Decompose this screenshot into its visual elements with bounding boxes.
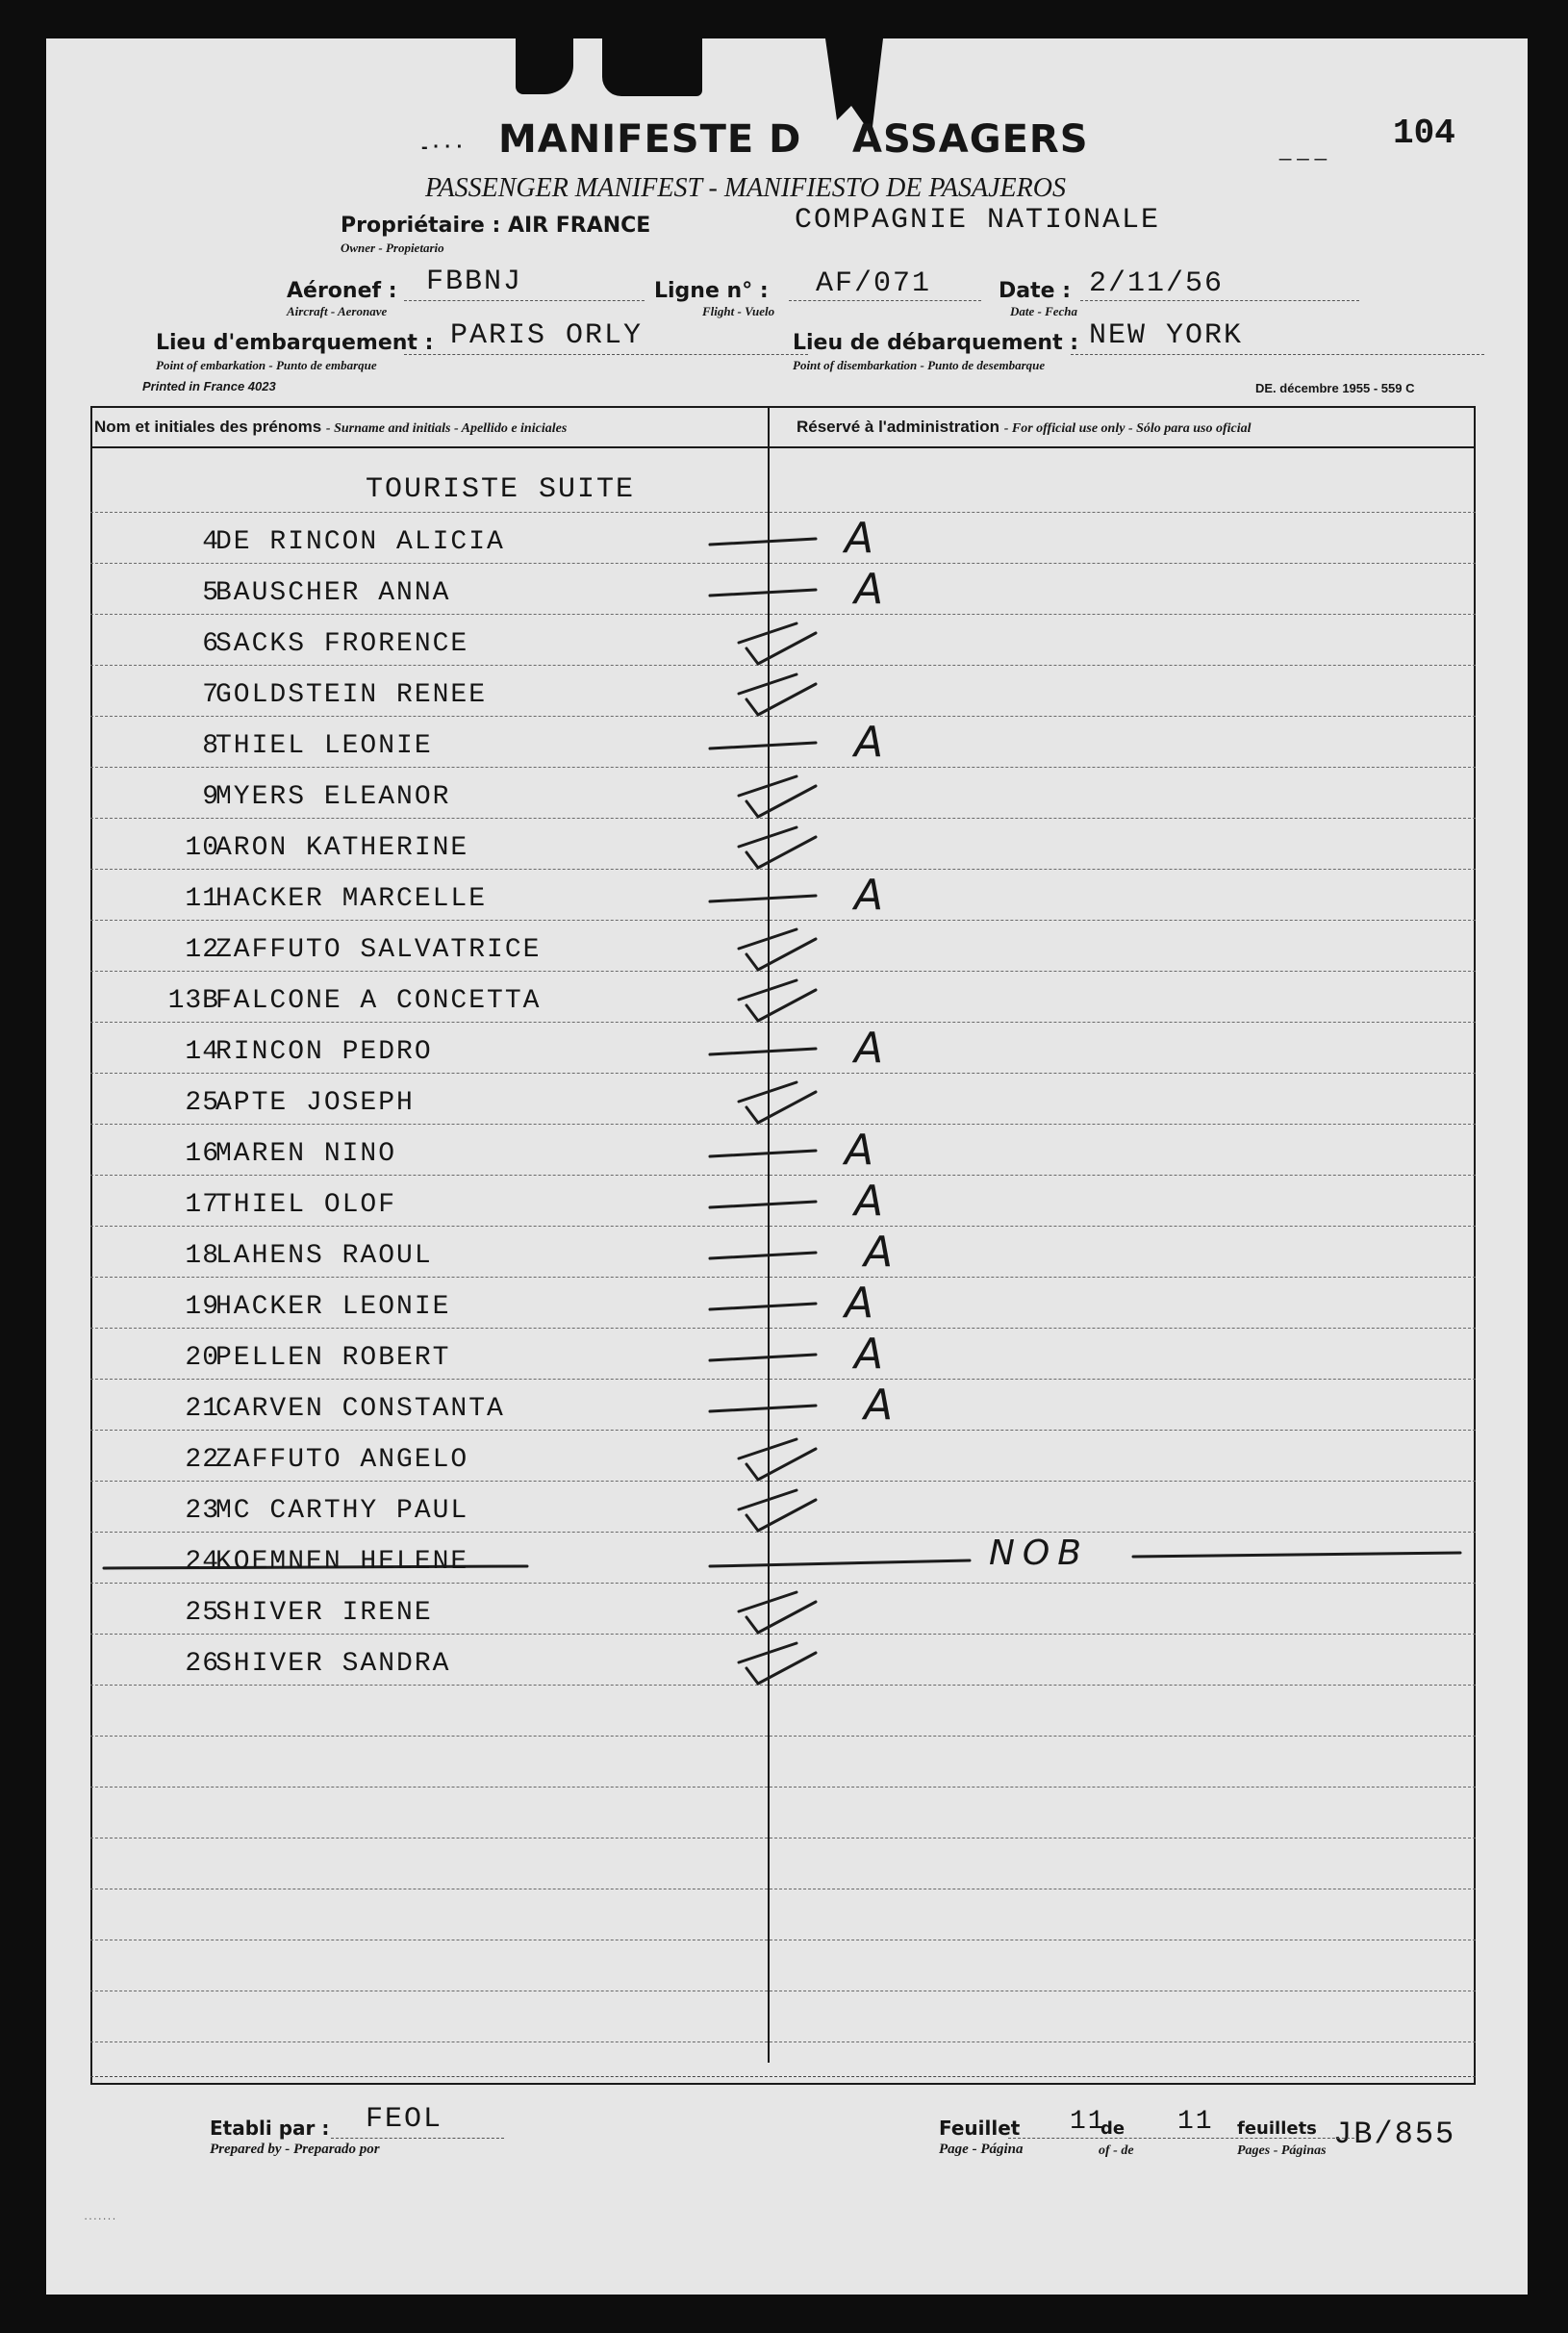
admin-column-sub: - For official use only - Sólo para uso oficial bbox=[1003, 421, 1252, 436]
date-sub: Date - Fecha bbox=[1010, 304, 1078, 318]
manifest-sheet bbox=[46, 38, 1528, 2295]
printed-note: Printed in France 4023 bbox=[142, 379, 276, 393]
ink-stroke bbox=[710, 1560, 970, 1566]
footer-line bbox=[1008, 2138, 1354, 2139]
title-right: ASSAGERS bbox=[852, 117, 1089, 162]
passenger-number: 24 bbox=[185, 1547, 219, 1577]
passenger-number: 19 bbox=[185, 1292, 219, 1322]
ink-stroke bbox=[739, 1439, 797, 1458]
ink-stroke bbox=[746, 699, 758, 715]
page-number: 104 bbox=[1393, 114, 1455, 153]
passenger-number: 20 bbox=[185, 1343, 219, 1373]
admin-mark: A bbox=[854, 565, 884, 614]
passenger-name: APTE JOSEPH bbox=[215, 1088, 415, 1118]
admin-column-title: Réservé à l'administration bbox=[797, 418, 999, 436]
passenger-number: 26 bbox=[185, 1649, 219, 1679]
passenger-name: HACKER LEONIE bbox=[215, 1292, 451, 1322]
passenger-number: 25 bbox=[185, 1088, 219, 1118]
ink-stroke bbox=[746, 1107, 758, 1123]
ink-stroke bbox=[746, 1515, 758, 1531]
sheet-label: Feuillet bbox=[939, 2117, 1021, 2140]
passenger-name: GOLDSTEIN RENEE bbox=[215, 680, 488, 710]
ink-stroke bbox=[758, 1449, 816, 1480]
owner-typed: COMPAGNIE NATIONALE bbox=[795, 204, 1161, 237]
sheets-label: feuillets bbox=[1237, 2118, 1317, 2139]
ink-stroke bbox=[758, 1602, 816, 1633]
ink-stroke bbox=[739, 1643, 797, 1662]
passenger-number: 23 bbox=[185, 1496, 219, 1526]
established-sub: Prepared by - Preparado por bbox=[210, 2142, 380, 2157]
aircraft-label: Aéronef : bbox=[287, 279, 397, 303]
passenger-name: ZAFFUTO ANGELO bbox=[215, 1445, 469, 1475]
ink-stroke bbox=[710, 539, 816, 545]
passenger-number: 18 bbox=[185, 1241, 219, 1271]
passenger-name: HACKER MARCELLE bbox=[215, 884, 488, 914]
of-sub: of - de bbox=[1099, 2143, 1134, 2158]
ink-stroke bbox=[739, 929, 797, 949]
title-dots: - · · · bbox=[421, 137, 464, 158]
ink-stroke bbox=[746, 1464, 758, 1480]
passenger-name: ARON KATHERINE bbox=[215, 833, 469, 863]
title-left: MANIFESTE D bbox=[498, 117, 802, 162]
form-code: DE. décembre 1955 - 559 C bbox=[1255, 381, 1415, 395]
passenger-number: 6 bbox=[202, 629, 219, 659]
ink-stroke bbox=[739, 980, 797, 1000]
admin-mark: A bbox=[845, 1126, 874, 1175]
section-title: TOURISTE SUITE bbox=[366, 473, 636, 506]
passenger-number: 11 bbox=[185, 884, 219, 914]
admin-mark: A bbox=[845, 1279, 874, 1328]
ink-stroke bbox=[710, 590, 816, 596]
passenger-name: LAHENS RAOUL bbox=[215, 1241, 433, 1271]
ink-stroke bbox=[739, 1490, 797, 1509]
ink-stroke bbox=[710, 1304, 816, 1309]
sheet-value: 11 bbox=[1070, 2107, 1106, 2137]
date-label: Date : bbox=[999, 279, 1072, 303]
passenger-name: ZAFFUTO SALVATRICE bbox=[215, 935, 542, 965]
ink-stroke bbox=[758, 1500, 816, 1531]
passenger-number: 4 bbox=[202, 527, 219, 557]
passenger-name: THIEL OLOF bbox=[215, 1190, 397, 1220]
ink-stroke bbox=[710, 1406, 816, 1411]
admin-mark: A bbox=[854, 1330, 884, 1379]
ink-stroke bbox=[758, 633, 816, 664]
ink-stroke bbox=[746, 852, 758, 868]
sheet-sub: Page - Página bbox=[939, 2142, 1024, 2157]
disembark-sub: Point of disembarkation - Punto de desembarque bbox=[793, 358, 1046, 372]
passenger-number: 5 bbox=[202, 578, 219, 608]
passenger-number: 22 bbox=[185, 1445, 219, 1475]
aircraft-value: FBBNJ bbox=[426, 266, 523, 298]
ink-stroke bbox=[1133, 1553, 1460, 1557]
admin-mark: A bbox=[854, 718, 884, 767]
passenger-name: MYERS ELEANOR bbox=[215, 782, 451, 812]
ink-stroke bbox=[739, 623, 797, 643]
passenger-number: 12 bbox=[185, 935, 219, 965]
passenger-number: 21 bbox=[185, 1394, 219, 1424]
line-value: AF/071 bbox=[816, 267, 932, 300]
disembark-value: NEW YORK bbox=[1089, 319, 1244, 352]
ink-stroke bbox=[710, 1202, 816, 1207]
ink-stroke bbox=[739, 1082, 797, 1102]
ink-stroke bbox=[710, 1253, 816, 1258]
ink-stroke bbox=[758, 1653, 816, 1684]
ink-stroke bbox=[739, 827, 797, 847]
ink-stroke bbox=[739, 776, 797, 796]
imprint-mark: · · · · · · · bbox=[85, 2215, 115, 2223]
admin-mark: A bbox=[864, 1228, 894, 1277]
passenger-number: 17 bbox=[185, 1190, 219, 1220]
line-sub: Flight - Vuelo bbox=[702, 304, 775, 318]
passenger-number: 25 bbox=[185, 1598, 219, 1628]
page-dash: _ _ _ bbox=[1279, 137, 1327, 161]
passenger-number: 9 bbox=[202, 782, 219, 812]
passenger-name: SACKS FRORENCE bbox=[215, 629, 469, 659]
passenger-name: MC CARTHY PAUL bbox=[215, 1496, 469, 1526]
admin-mark: A bbox=[854, 871, 884, 920]
ink-stroke bbox=[746, 648, 758, 664]
ink-stroke bbox=[746, 1617, 758, 1633]
ink-stroke bbox=[758, 837, 816, 868]
ink-stroke bbox=[710, 1355, 816, 1360]
ink-stroke bbox=[758, 1092, 816, 1123]
ink-stroke bbox=[739, 674, 797, 694]
sheets-sub: Pages - Páginas bbox=[1237, 2143, 1327, 2158]
admin-mark: A bbox=[864, 1381, 894, 1430]
passenger-name: SHIVER SANDRA bbox=[215, 1649, 451, 1679]
passenger-name: DE RINCON ALICIA bbox=[215, 527, 505, 557]
passenger-number: 10 bbox=[185, 833, 219, 863]
passenger-name: RINCON PEDRO bbox=[215, 1037, 433, 1067]
passenger-name: FALCONE A CONCETTA bbox=[215, 986, 542, 1016]
aircraft-sub: Aircraft - Aeronave bbox=[287, 304, 388, 318]
passenger-name: SHIVER IRENE bbox=[215, 1598, 433, 1628]
passenger-number: 14 bbox=[185, 1037, 219, 1067]
ink-stroke bbox=[758, 990, 816, 1021]
ink-stroke bbox=[758, 786, 816, 817]
ink-stroke bbox=[739, 1592, 797, 1611]
of-label: de bbox=[1100, 2118, 1125, 2139]
ink-stroke bbox=[710, 743, 816, 748]
established-label: Etabli par : bbox=[210, 2117, 330, 2140]
passenger-name: PELLEN ROBERT bbox=[215, 1343, 451, 1373]
ink-stroke bbox=[746, 801, 758, 817]
ink-stroke bbox=[746, 1668, 758, 1684]
line-label: Ligne n° : bbox=[654, 279, 769, 303]
passenger-number: 8 bbox=[202, 731, 219, 761]
date-value: 2/11/56 bbox=[1089, 267, 1225, 300]
established-value: FEOL bbox=[366, 2103, 443, 2136]
of-value: 11 bbox=[1177, 2107, 1214, 2137]
ink-stroke bbox=[746, 954, 758, 970]
admin-mark: A bbox=[854, 1024, 884, 1073]
ink-stroke bbox=[710, 1049, 816, 1054]
passenger-number: 13B bbox=[167, 986, 219, 1016]
established-line bbox=[331, 2138, 504, 2139]
ink-stroke bbox=[758, 684, 816, 715]
embark-sub: Point of embarkation - Punto de embarque bbox=[156, 358, 377, 372]
admin-mark: NOB bbox=[989, 1534, 1089, 1573]
ink-stroke bbox=[710, 1151, 816, 1156]
passenger-name: MAREN NINO bbox=[215, 1139, 397, 1169]
ink-stroke bbox=[710, 896, 816, 901]
admin-mark: A bbox=[854, 1177, 884, 1226]
passenger-name: BAUSCHER ANNA bbox=[215, 578, 451, 608]
embark-label: Lieu d'embarquement : bbox=[156, 331, 434, 355]
admin-mark: A bbox=[845, 514, 874, 563]
ink-stroke bbox=[746, 1005, 758, 1021]
passenger-name: CARVEN CONSTANTA bbox=[215, 1394, 505, 1424]
ink-stroke bbox=[758, 939, 816, 970]
reference-code: JB/855 bbox=[1333, 2117, 1456, 2152]
name-column-title: Nom et initiales des prénoms bbox=[94, 418, 322, 436]
name-column-sub: - Surname and initials - Apellido e iniciales bbox=[325, 421, 568, 436]
owner-sub: Owner - Propietario bbox=[341, 241, 444, 255]
passenger-number: 7 bbox=[202, 680, 219, 710]
subtitle: PASSENGER MANIFEST - MANIFIESTO DE PASAJEROS bbox=[425, 173, 1066, 203]
owner-label: Propriétaire : AIR FRANCE bbox=[341, 214, 651, 238]
disembark-label: Lieu de débarquement : bbox=[793, 331, 1079, 355]
passenger-number: 16 bbox=[185, 1139, 219, 1169]
passenger-name: KOEMNEN HELENE bbox=[215, 1547, 469, 1577]
passenger-name: THIEL LEONIE bbox=[215, 731, 433, 761]
embark-value: PARIS ORLY bbox=[450, 319, 644, 352]
